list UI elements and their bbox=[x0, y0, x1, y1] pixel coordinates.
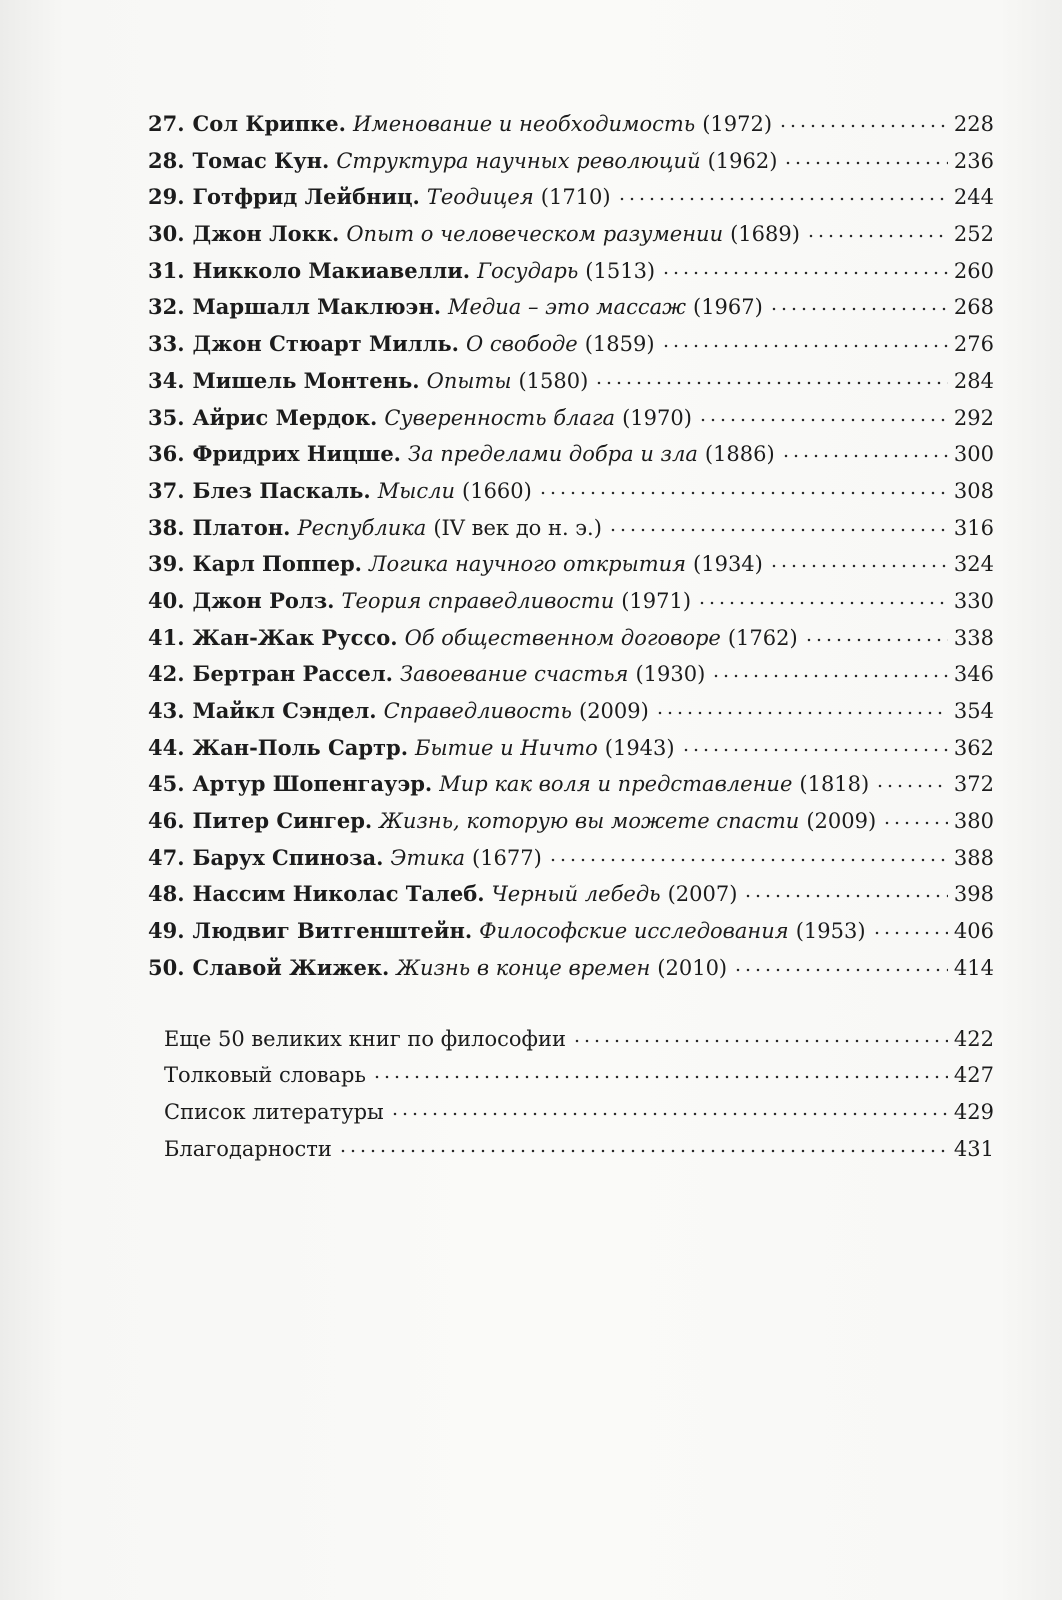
toc-extra-entry bbox=[164, 1057, 994, 1094]
entry-number: 41. bbox=[148, 624, 185, 650]
entry-title: Черный лебедь bbox=[491, 882, 661, 907]
entry-page-number: 252 bbox=[953, 222, 994, 247]
entry-page-number: 308 bbox=[953, 478, 994, 503]
entry-year: (1818) bbox=[799, 772, 870, 797]
extra-entry-label: Список литературы bbox=[164, 1099, 384, 1124]
entry-year: (1943) bbox=[604, 735, 675, 760]
entry-author: Людвиг Витгенштейн. bbox=[192, 918, 473, 944]
entry-number: 38. bbox=[148, 514, 185, 540]
entry-title: О свободе bbox=[465, 332, 578, 357]
entry-year: (1972) bbox=[702, 112, 773, 136]
dot-leader bbox=[681, 745, 948, 755]
dot-leader bbox=[743, 891, 948, 901]
dot-leader bbox=[778, 121, 948, 131]
entry-author: Маршалл Маклюэн. bbox=[192, 294, 442, 320]
entry-number: 30. bbox=[148, 221, 185, 247]
entry-number: 28. bbox=[148, 147, 185, 173]
entry-year: (1886) bbox=[704, 442, 775, 467]
toc-extra-list bbox=[148, 1021, 994, 1168]
entry-number: 39. bbox=[148, 551, 185, 577]
toc-entry bbox=[148, 840, 994, 877]
extra-entry-label: Благодарности bbox=[164, 1136, 332, 1161]
entry-page-number: 362 bbox=[953, 735, 994, 760]
toc-entry bbox=[148, 473, 994, 510]
toc-entry bbox=[148, 730, 994, 767]
entry-author: Нассим Николас Талеб. bbox=[192, 881, 485, 907]
entry-year: (2009) bbox=[806, 809, 877, 834]
dot-leader bbox=[372, 1072, 948, 1082]
entry-author: Джон Локк. bbox=[192, 221, 340, 247]
entry-title: Бытие и Ничто bbox=[415, 735, 598, 760]
entry-author: Артур Шопенгауэр. bbox=[192, 771, 433, 797]
entry-number: 37. bbox=[148, 477, 185, 503]
entry-page-number: 244 bbox=[953, 185, 994, 210]
extra-entry-label: Еще 50 великих книг по философии bbox=[164, 1026, 566, 1051]
entry-number: 29. bbox=[148, 184, 185, 210]
entry-year: (1930) bbox=[635, 662, 706, 687]
dot-leader bbox=[806, 231, 948, 241]
entry-year: (1580) bbox=[518, 368, 589, 393]
entry-author: Томас Кун. bbox=[192, 147, 330, 173]
entry-number: 48. bbox=[148, 881, 185, 907]
entry-page-number: 372 bbox=[953, 772, 994, 797]
entry-title: Теодицея bbox=[426, 185, 534, 210]
toc-entry bbox=[148, 766, 994, 803]
entry-author: Джон Стюарт Милль. bbox=[192, 331, 459, 357]
dot-leader bbox=[882, 818, 948, 828]
entry-page-number: 338 bbox=[953, 625, 994, 650]
toc-entry bbox=[148, 326, 994, 363]
dot-leader bbox=[572, 1036, 948, 1046]
dot-leader bbox=[608, 525, 948, 535]
entry-author: Фридрих Ницше. bbox=[192, 441, 401, 467]
entry-author: Бертран Рассел. bbox=[192, 661, 393, 687]
entry-author: Славой Жижек. bbox=[192, 954, 390, 980]
toc-entry bbox=[148, 620, 994, 657]
entry-number: 33. bbox=[148, 331, 185, 357]
entry-author: Жан-Поль Сартр. bbox=[192, 734, 409, 760]
entry-author: Никколо Макиавелли. bbox=[192, 257, 471, 283]
entry-number: 32. bbox=[148, 294, 185, 320]
entry-page-number: 276 bbox=[953, 332, 994, 357]
table-of-contents bbox=[148, 106, 994, 1167]
entry-author: Карл Поппер. bbox=[192, 551, 362, 577]
dot-leader bbox=[594, 378, 948, 388]
entry-year: (IV век до н. э.) bbox=[433, 515, 602, 540]
entry-page-number: 388 bbox=[953, 845, 994, 870]
entry-title: Жизнь, которую вы можете спасти bbox=[379, 809, 800, 834]
toc-entry bbox=[148, 583, 994, 620]
entry-year: (1689) bbox=[730, 222, 800, 247]
entry-title: Опыт о человеческом разумении bbox=[346, 222, 724, 247]
entry-page-number: 414 bbox=[953, 955, 994, 980]
entry-number: 27. bbox=[148, 111, 185, 136]
entry-page-number: 268 bbox=[953, 295, 994, 320]
entry-number: 49. bbox=[148, 918, 185, 944]
entry-author: Платон. bbox=[192, 514, 291, 540]
entry-title: Опыты bbox=[426, 368, 512, 393]
entry-number: 50. bbox=[148, 954, 185, 980]
dot-leader bbox=[698, 415, 948, 425]
entry-number: 35. bbox=[148, 404, 185, 430]
toc-entry bbox=[148, 546, 994, 583]
entry-title: Этика bbox=[390, 845, 465, 870]
entry-page-number: 260 bbox=[953, 258, 994, 283]
toc-entry bbox=[148, 950, 994, 987]
toc-entry bbox=[148, 693, 994, 730]
entry-number: 46. bbox=[148, 808, 185, 834]
extra-entry-page-number: 427 bbox=[953, 1063, 994, 1088]
toc-entry bbox=[148, 363, 994, 400]
toc-entry bbox=[148, 913, 994, 950]
entry-year: (1953) bbox=[795, 919, 866, 944]
entry-year: (1967) bbox=[693, 295, 763, 320]
entry-page-number: 228 bbox=[953, 112, 994, 136]
dot-leader bbox=[804, 635, 948, 645]
dot-leader bbox=[781, 451, 948, 461]
extra-entry-page-number: 431 bbox=[953, 1136, 994, 1161]
dot-leader bbox=[875, 781, 948, 791]
dot-leader bbox=[617, 194, 948, 204]
entry-year: (1710) bbox=[540, 185, 611, 210]
entry-page-number: 316 bbox=[953, 515, 994, 540]
entry-title: Философские исследования bbox=[479, 919, 789, 944]
entry-page-number: 284 bbox=[953, 368, 994, 393]
entry-title: Структура научных революций bbox=[336, 148, 701, 173]
dot-leader bbox=[538, 488, 948, 498]
entry-title: Мир как воля и представление bbox=[439, 772, 793, 797]
entry-number: 44. bbox=[148, 734, 185, 760]
extra-entry-page-number: 422 bbox=[953, 1026, 994, 1051]
dot-leader bbox=[661, 268, 948, 278]
entry-title: Справедливость bbox=[383, 699, 572, 723]
entry-author: Сол Крипке. bbox=[192, 111, 346, 136]
entry-year: (2009) bbox=[579, 699, 649, 723]
toc-entry bbox=[148, 143, 994, 180]
entry-year: (1859) bbox=[584, 332, 655, 357]
entry-author: Питер Сингер. bbox=[192, 808, 373, 834]
entry-title: Мысли bbox=[377, 478, 456, 503]
entry-title: Республика bbox=[297, 515, 427, 540]
toc-entry bbox=[148, 803, 994, 840]
toc-entry bbox=[148, 876, 994, 913]
entry-number: 47. bbox=[148, 844, 185, 870]
toc-entry bbox=[148, 436, 994, 473]
entry-year: (1970) bbox=[622, 405, 692, 430]
toc-entry bbox=[148, 106, 994, 143]
entry-page-number: 236 bbox=[953, 148, 994, 173]
dot-leader bbox=[661, 341, 948, 351]
entry-page-number: 380 bbox=[953, 809, 994, 834]
entry-title: Об общественном договоре bbox=[404, 625, 721, 650]
entry-number: 42. bbox=[148, 661, 185, 687]
entry-page-number: 324 bbox=[953, 552, 994, 577]
entry-year: (2007) bbox=[667, 882, 738, 907]
entry-page-number: 330 bbox=[953, 588, 994, 613]
dot-leader bbox=[733, 965, 948, 975]
entry-page-number: 354 bbox=[953, 699, 994, 723]
entry-author: Джон Ролз. bbox=[192, 587, 335, 613]
entry-title: Государь bbox=[477, 258, 579, 283]
entry-year: (1971) bbox=[621, 588, 692, 613]
entry-number: 34. bbox=[148, 367, 185, 393]
toc-entry bbox=[148, 179, 994, 216]
entry-title: Завоевание счастья bbox=[399, 662, 629, 687]
dot-leader bbox=[338, 1146, 948, 1156]
entry-number: 45. bbox=[148, 771, 185, 797]
toc-gap bbox=[148, 987, 994, 1021]
entry-title: Жизнь в конце времен bbox=[396, 955, 651, 980]
toc-main-list bbox=[148, 106, 994, 987]
toc-entry bbox=[148, 400, 994, 437]
toc-entry bbox=[148, 289, 994, 326]
dot-leader bbox=[872, 928, 948, 938]
entry-title: Суверенность блага bbox=[384, 405, 616, 430]
entry-year: (1962) bbox=[707, 148, 778, 173]
dot-leader bbox=[390, 1109, 948, 1119]
toc-entry bbox=[148, 510, 994, 547]
entry-author: Готфрид Лейбниц. bbox=[192, 184, 420, 210]
entry-year: (1934) bbox=[693, 552, 763, 577]
entry-author: Жан-Жак Руссо. bbox=[192, 624, 398, 650]
extra-entry-page-number: 429 bbox=[953, 1099, 994, 1124]
toc-entry bbox=[148, 216, 994, 253]
dot-leader bbox=[697, 598, 948, 608]
entry-year: (1762) bbox=[727, 625, 798, 650]
toc-extra-entry bbox=[164, 1094, 994, 1131]
entry-title: За пределами добра и зла bbox=[408, 442, 698, 467]
entry-author: Мишель Монтень. bbox=[192, 367, 420, 393]
entry-year: (1660) bbox=[462, 478, 532, 503]
dot-leader bbox=[769, 561, 948, 571]
entry-title: Медиа – это массаж bbox=[448, 295, 686, 320]
entry-title: Именование и необходимость bbox=[352, 112, 696, 136]
entry-page-number: 292 bbox=[953, 405, 994, 430]
dot-leader bbox=[783, 158, 948, 168]
entry-author: Айрис Мердок. bbox=[192, 404, 378, 430]
extra-entry-label: Толковый словарь bbox=[164, 1063, 366, 1088]
toc-extra-entry bbox=[164, 1021, 994, 1058]
entry-number: 40. bbox=[148, 587, 185, 613]
entry-title: Теория справедливости bbox=[341, 588, 615, 613]
entry-year: (1513) bbox=[585, 258, 656, 283]
entry-number: 31. bbox=[148, 257, 185, 283]
toc-entry bbox=[148, 656, 994, 693]
entry-page-number: 346 bbox=[953, 662, 994, 687]
entry-title: Логика научного открытия bbox=[369, 552, 687, 577]
entry-author: Барух Спиноза. bbox=[192, 844, 384, 870]
toc-extra-entry bbox=[164, 1131, 994, 1168]
entry-author: Блез Паскаль. bbox=[192, 477, 371, 503]
entry-author: Майкл Сэндел. bbox=[192, 698, 377, 723]
entry-year: (2010) bbox=[657, 955, 728, 980]
dot-leader bbox=[655, 708, 948, 718]
entry-number: 43. bbox=[148, 698, 185, 723]
toc-entry bbox=[148, 253, 994, 290]
entry-page-number: 406 bbox=[953, 919, 994, 944]
entry-number: 36. bbox=[148, 441, 185, 467]
entry-page-number: 300 bbox=[953, 442, 994, 467]
entry-year: (1677) bbox=[472, 845, 542, 870]
dot-leader bbox=[769, 304, 948, 314]
entry-page-number: 398 bbox=[953, 882, 994, 907]
dot-leader bbox=[548, 855, 948, 865]
dot-leader bbox=[711, 671, 948, 681]
